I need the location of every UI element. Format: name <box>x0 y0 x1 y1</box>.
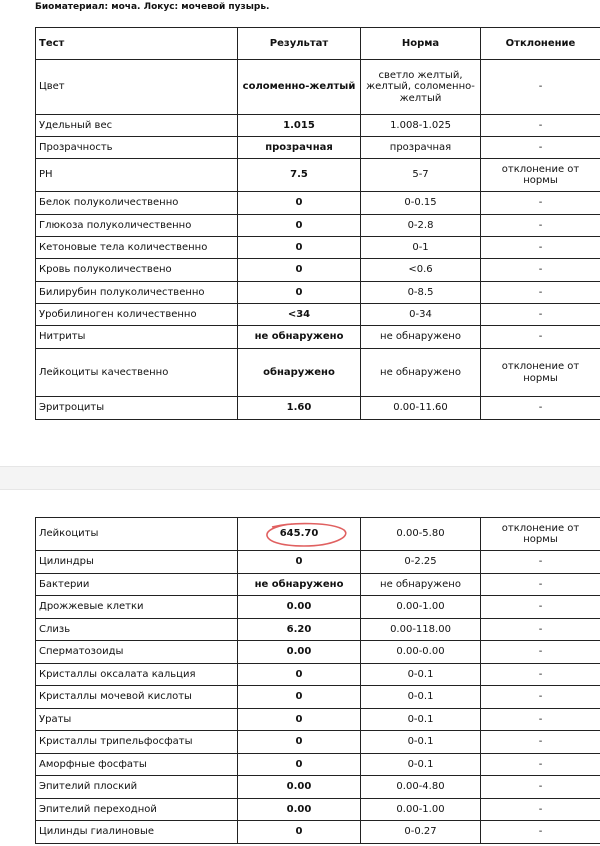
test-deviation: - <box>481 821 600 844</box>
test-deviation: отклонение от нормы <box>481 349 600 397</box>
test-name: Уробилиноген количественно <box>36 304 238 326</box>
test-name: Эпителий плоский <box>36 776 238 799</box>
test-result: 0 <box>238 259 361 282</box>
test-name: Белок полуколичественно <box>36 192 238 215</box>
col-header-result: Результат <box>238 28 361 60</box>
table-row <box>36 821 600 844</box>
test-deviation: - <box>481 596 600 619</box>
table-row <box>36 686 600 709</box>
test-result: 0 <box>238 686 361 709</box>
table-row <box>36 159 600 192</box>
test-norm: <0.6 <box>361 259 481 282</box>
test-name: Сперматозоиды <box>36 641 238 664</box>
hand-drawn-circle <box>262 521 350 549</box>
test-result: 0 <box>238 215 361 237</box>
test-result: 1.015 <box>238 115 361 137</box>
col-header-deviation: Отклонение <box>481 28 600 60</box>
test-result <box>238 518 361 551</box>
test-name: Кристаллы оксалата кальция <box>36 664 238 686</box>
test-norm: 0.00-1.00 <box>361 799 481 821</box>
test-deviation: - <box>481 215 600 237</box>
test-norm: 0-2.8 <box>361 215 481 237</box>
highlighted-result: 645.70 <box>276 528 323 540</box>
test-name: Билирубин полуколичественно <box>36 282 238 304</box>
test-norm: 0.00-1.00 <box>361 596 481 619</box>
test-name: Слизь <box>36 619 238 641</box>
table-row <box>36 619 600 641</box>
test-name: Лейкоциты качественно <box>36 349 238 397</box>
test-deviation: - <box>481 574 600 596</box>
test-result: 0 <box>238 709 361 731</box>
test-deviation: - <box>481 397 600 420</box>
test-norm: 0-0.15 <box>361 192 481 215</box>
test-name: Ураты <box>36 709 238 731</box>
table-row <box>36 664 600 686</box>
test-result: 0 <box>238 237 361 259</box>
test-result: 0.00 <box>238 776 361 799</box>
test-name: Кровь полуколичествено <box>36 259 238 282</box>
table-row <box>36 259 600 282</box>
test-norm: 0-34 <box>361 304 481 326</box>
table-row <box>36 776 600 799</box>
test-name: Прозрачность <box>36 137 238 159</box>
biomaterial-header: Биоматериал: моча. Локус: мочевой пузырь. <box>35 2 270 12</box>
test-result: 0 <box>238 821 361 844</box>
test-norm: 0.00-11.60 <box>361 397 481 420</box>
test-name: Цвет <box>36 60 238 115</box>
test-deviation: - <box>481 709 600 731</box>
test-norm: 1.008-1.025 <box>361 115 481 137</box>
test-norm: 0-0.1 <box>361 709 481 731</box>
test-norm: 0.00-118.00 <box>361 619 481 641</box>
test-result: 1.60 <box>238 397 361 420</box>
col-header-norm: Норма <box>361 28 481 60</box>
table-row <box>36 596 600 619</box>
test-result: 0.00 <box>238 596 361 619</box>
test-name: Эпителий переходной <box>36 799 238 821</box>
test-norm: 0-0.1 <box>361 664 481 686</box>
test-result: 0.00 <box>238 799 361 821</box>
table-row <box>36 551 600 574</box>
test-deviation: - <box>481 259 600 282</box>
test-name: Нитриты <box>36 326 238 349</box>
test-deviation: - <box>481 304 600 326</box>
test-name: Цилиндры <box>36 551 238 574</box>
test-result: 0 <box>238 731 361 754</box>
table-row <box>36 304 600 326</box>
test-norm: 0-0.1 <box>361 731 481 754</box>
test-deviation: отклонение от нормы <box>481 159 600 192</box>
table-row <box>36 282 600 304</box>
table-row <box>36 349 600 397</box>
table-row <box>36 115 600 137</box>
test-result: не обнаружено <box>238 326 361 349</box>
table-row <box>36 397 600 420</box>
table-row <box>36 641 600 664</box>
test-result: 0 <box>238 754 361 776</box>
test-deviation: - <box>481 137 600 159</box>
table-row <box>36 754 600 776</box>
test-result: соломенно-желтый <box>238 60 361 115</box>
test-result: 0.00 <box>238 641 361 664</box>
test-deviation: - <box>481 115 600 137</box>
table-row <box>36 192 600 215</box>
test-deviation: - <box>481 731 600 754</box>
test-name: Аморфные фосфаты <box>36 754 238 776</box>
test-norm: 0-1 <box>361 237 481 259</box>
test-name: PH <box>36 159 238 192</box>
test-deviation: - <box>481 619 600 641</box>
test-name: Эритроциты <box>36 397 238 420</box>
page-break-gap <box>0 466 600 490</box>
test-name: Дрожжевые клетки <box>36 596 238 619</box>
test-result: 6.20 <box>238 619 361 641</box>
test-deviation: - <box>481 192 600 215</box>
results-table-2 <box>35 517 600 844</box>
results-table-1 <box>35 27 600 420</box>
test-name: Бактерии <box>36 574 238 596</box>
test-name: Кристаллы трипельфосфаты <box>36 731 238 754</box>
test-norm: прозрачная <box>361 137 481 159</box>
test-result: не обнаружено <box>238 574 361 596</box>
test-deviation: - <box>481 282 600 304</box>
col-header-test: Тест <box>36 28 238 60</box>
test-name: Лейкоциты <box>36 518 238 551</box>
table-row <box>36 215 600 237</box>
test-deviation: - <box>481 641 600 664</box>
test-norm: 0-8.5 <box>361 282 481 304</box>
test-name: Глюкоза полуколичественно <box>36 215 238 237</box>
test-deviation: - <box>481 754 600 776</box>
test-norm: 0-0.1 <box>361 686 481 709</box>
test-norm: 0-0.1 <box>361 754 481 776</box>
test-norm: 5-7 <box>361 159 481 192</box>
table-row <box>36 60 600 115</box>
test-norm: 0.00-4.80 <box>361 776 481 799</box>
test-result: прозрачная <box>238 137 361 159</box>
test-deviation: - <box>481 664 600 686</box>
test-result: обнаружено <box>238 349 361 397</box>
test-result: 7.5 <box>238 159 361 192</box>
table-row <box>36 518 600 551</box>
test-name: Удельный вес <box>36 115 238 137</box>
table-row <box>36 799 600 821</box>
test-norm: не обнаружено <box>361 326 481 349</box>
test-deviation: - <box>481 686 600 709</box>
test-result: <34 <box>238 304 361 326</box>
table-row <box>36 326 600 349</box>
test-result: 0 <box>238 664 361 686</box>
test-deviation: - <box>481 237 600 259</box>
test-norm: 0.00-5.80 <box>361 518 481 551</box>
table-row <box>36 709 600 731</box>
test-norm: светло желтый, желтый, соломенно-желтый <box>361 60 481 115</box>
table-row <box>36 574 600 596</box>
test-name: Цилинды гиалиновые <box>36 821 238 844</box>
table-row <box>36 137 600 159</box>
test-result: 0 <box>238 551 361 574</box>
test-norm: 0.00-0.00 <box>361 641 481 664</box>
test-deviation: - <box>481 776 600 799</box>
test-deviation: - <box>481 799 600 821</box>
test-norm: 0-2.25 <box>361 551 481 574</box>
test-norm: 0-0.27 <box>361 821 481 844</box>
test-norm: не обнаружено <box>361 349 481 397</box>
test-deviation: отклонение от нормы <box>481 518 600 551</box>
test-deviation: - <box>481 326 600 349</box>
test-result: 0 <box>238 282 361 304</box>
test-deviation: - <box>481 60 600 115</box>
test-name: Кетоновые тела количественно <box>36 237 238 259</box>
test-deviation: - <box>481 551 600 574</box>
test-result: 0 <box>238 192 361 215</box>
table-row <box>36 237 600 259</box>
test-norm: не обнаружено <box>361 574 481 596</box>
table-header-row <box>36 28 600 60</box>
table-row <box>36 731 600 754</box>
test-name: Кристаллы мочевой кислоты <box>36 686 238 709</box>
